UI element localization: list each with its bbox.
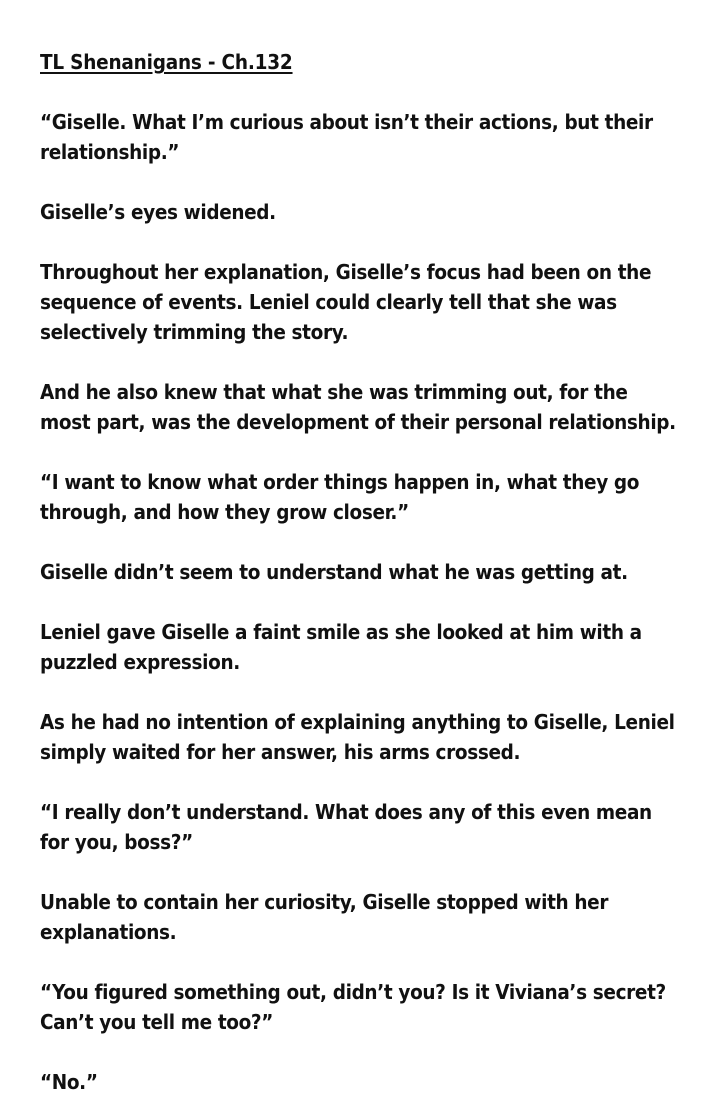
- text-line: “No.”: [40, 1070, 98, 1094]
- text-line: Giselle’s eyes widened.: [40, 200, 276, 224]
- text-line: sequence of events. Leniel could clearly tell that she was: [40, 290, 617, 314]
- text-line: “You figured something out, didn’t you? Is it Viviana’s secret?: [40, 980, 666, 1004]
- text-line: “Giselle. What I’m curious about isn’t their actions, but their: [40, 110, 653, 134]
- text-line: simply waited for her answer, his arms crossed.: [40, 740, 521, 764]
- text-line: selectively trimming the story.: [40, 320, 349, 344]
- paragraph: [40, 887, 680, 947]
- text-line: most part, was the development of their personal relationship.: [40, 410, 676, 434]
- text-line: Giselle didn’t seem to understand what he was getting at.: [40, 560, 628, 584]
- paragraph: [40, 617, 680, 677]
- paragraph: [40, 1067, 680, 1097]
- text-line: relationship.”: [40, 140, 180, 164]
- text-line: for you, boss?”: [40, 830, 193, 854]
- paragraph: [40, 557, 680, 587]
- paragraph: [40, 707, 680, 767]
- paragraph: [40, 797, 680, 857]
- text-line: Leniel gave Giselle a faint smile as she looked at him with a: [40, 620, 642, 644]
- text-line: puzzled expression.: [40, 650, 240, 674]
- paragraph: [40, 257, 680, 347]
- text-line: Throughout her explanation, Giselle’s focus had been on the: [40, 260, 652, 284]
- text-line: through, and how they grow closer.”: [40, 500, 409, 524]
- paragraph: [40, 107, 680, 167]
- paragraph: [40, 197, 680, 227]
- chapter-title: TL Shenanigans - Ch.132: [40, 50, 293, 74]
- text-line: And he also knew that what she was trimming out, for the: [40, 380, 628, 404]
- paragraph: [40, 467, 680, 527]
- text-line: Can’t you tell me too?”: [40, 1010, 274, 1034]
- text-line: explanations.: [40, 920, 177, 944]
- paragraph: [40, 377, 680, 437]
- text-line: “I want to know what order things happen in, what they go: [40, 470, 640, 494]
- paragraph: [40, 977, 680, 1037]
- text-line: “I really don’t understand. What does any of this even mean: [40, 800, 652, 824]
- text-line: As he had no intention of explaining anything to Giselle, Leniel: [40, 710, 675, 734]
- text-line: Unable to contain her curiosity, Giselle stopped with her: [40, 890, 609, 914]
